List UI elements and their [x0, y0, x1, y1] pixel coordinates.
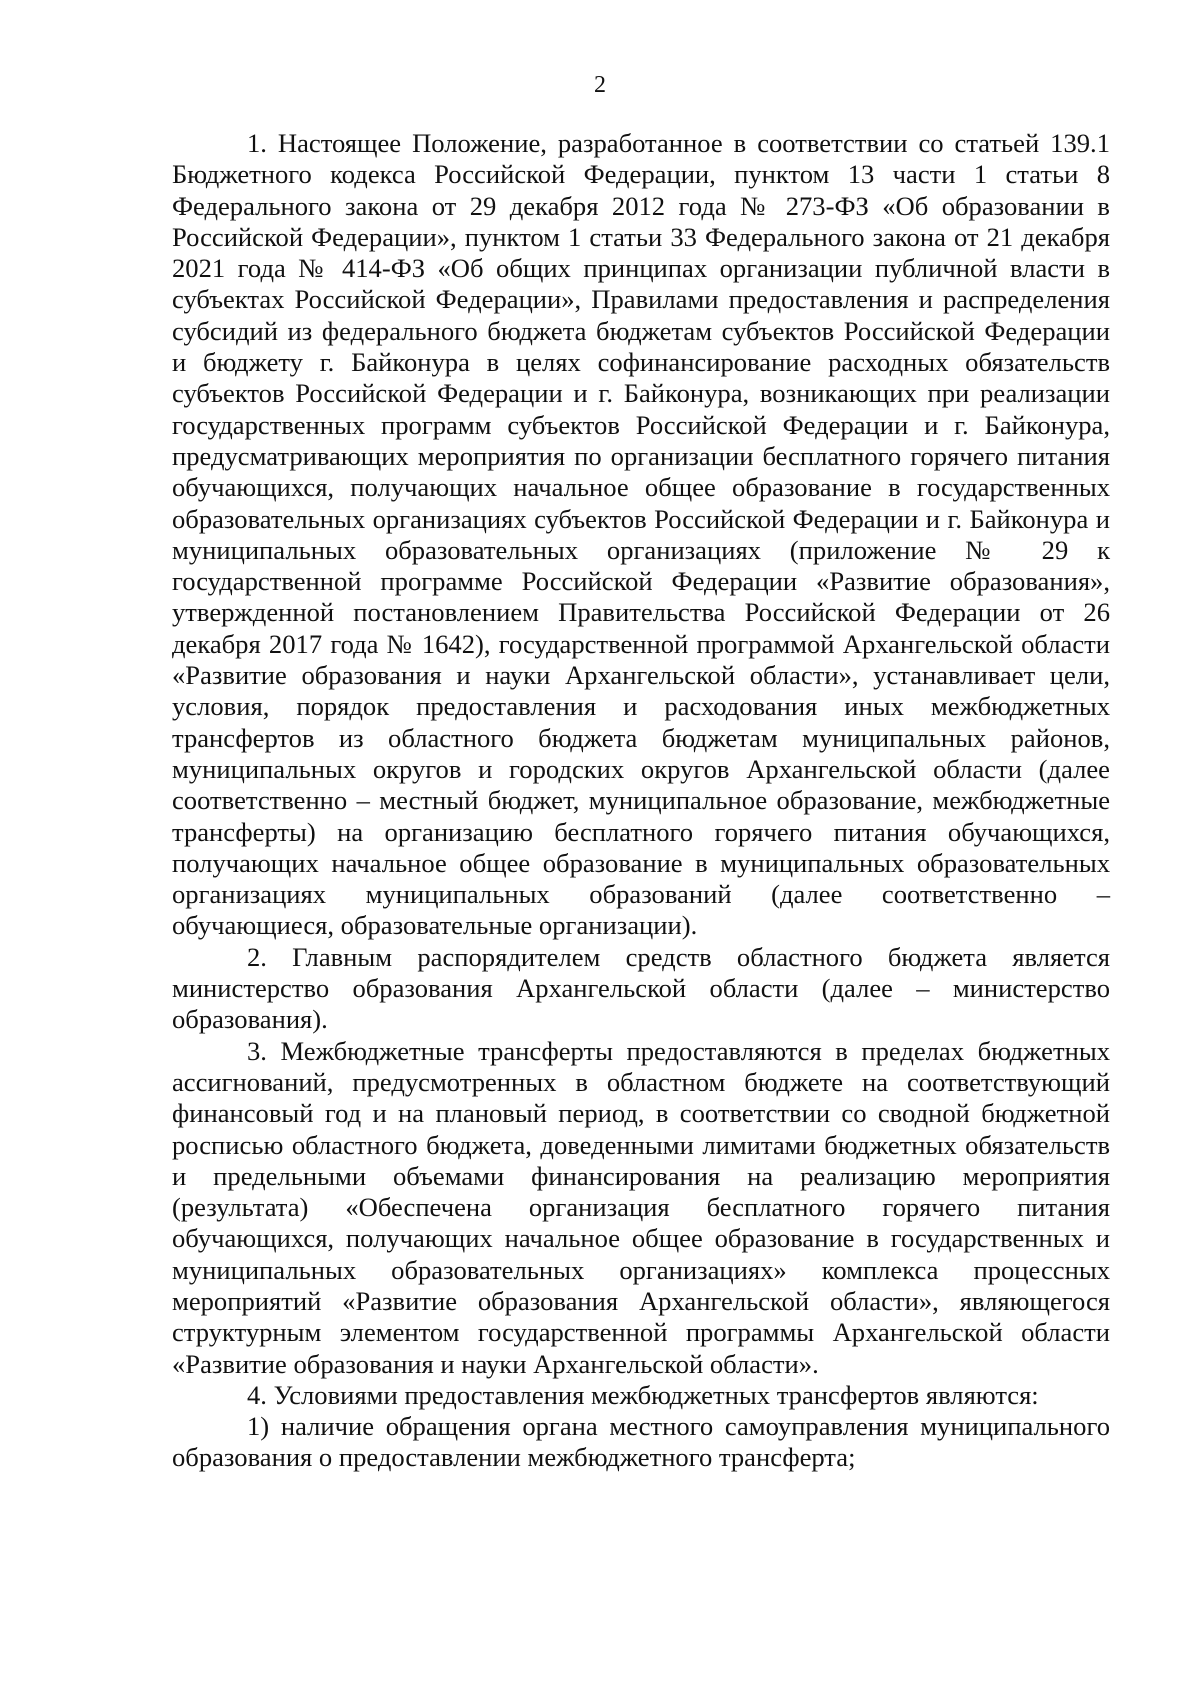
page-number: 2	[594, 72, 606, 98]
document-body	[172, 128, 1110, 1474]
paragraph-2: 2. Главным распорядителем средств областного бюджета является министерство образования Архангельской области (далее – министерство образования).	[172, 941, 1110, 1035]
paragraph-4: 4. Условиями предоставления межбюджетных трансфертов являются:	[247, 1379, 1039, 1410]
paragraph-3: 3. Межбюджетные трансферты предоставляются в пределах бюджетных ассигнований, предусмотренных в областном бюджете на соответствующий финансовый год и на плановый период, в соответствии со сводной бюджетной росписью областного бюджета, доведенными лимитами бюджетных обязательств и предельными объемами финансирования на реализацию мероприятия (результата) «Обеспечена организация бесплатного горячего питания обучающихся, получающих начальное общее образование в государственных и муниципальных образовательных организациях» комплекса процессных мероприятий «Развитие образования Архангельской области», являющегося структурным элементом государственной программы Архангельской области «Развитие образования и науки Архангельской области».	[172, 1035, 1110, 1379]
paragraph-1: 1. Настоящее Положение, разработанное в соответствии со статьей 139.1 Бюджетного кодекса Российской Федерации, пунктом 13 части 1 статьи 8 Федерального закона от 29 декабря 2012 года № 273-ФЗ «Об образовании в Российской Федерации», пунктом 1 статьи 33 Федерального закона от 21 декабря 2021 года № 414-ФЗ «Об общих принципах организации публичной власти в субъектах Российской Федерации», Правилами предоставления и распределения субсидий из федерального бюджета бюджетам субъектов Российской Федерации и бюджету г. Байконура в целях софинансирование расходных обязательств субъектов Российской Федерации и г. Байконура, возникающих при реализации государственных программ субъектов Российской Федерации и г. Байконура, предусматривающих мероприятия по организации бесплатного горячего питания обучающихся, получающих начальное общее образование в государственных образовательных организациях субъектов Российской Федерации и г. Байконура и муниципальных образовательных организациях (приложение № 29 к государственной программе Российской Федерации «Развитие образования», утвержденной постановлением Правительства Российской Федерации от 26 декабря 2017 года № 1642), государственной программой Архангельской области «Развитие образования и науки Архангельской области», устанавливает цели, условия, порядок предоставления и расходования иных межбюджетных трансфертов из областного бюджета бюджетам муниципальных районов, муниципальных округов и городских округов Архангельской области (далее соответственно – местный бюджет, муниципальное образование, межбюджетные трансферты) на организацию бесплатного горячего питания обучающихся, получающих начальное общее образование в муниципальных образовательных организациях муниципальных образований (далее соответственно – обучающиеся, образовательные организации).	[172, 128, 1110, 941]
paragraph-4-item-1: 1) наличие обращения органа местного самоуправления муниципального образования о предоставлении межбюджетного трансферта;	[172, 1411, 1110, 1473]
